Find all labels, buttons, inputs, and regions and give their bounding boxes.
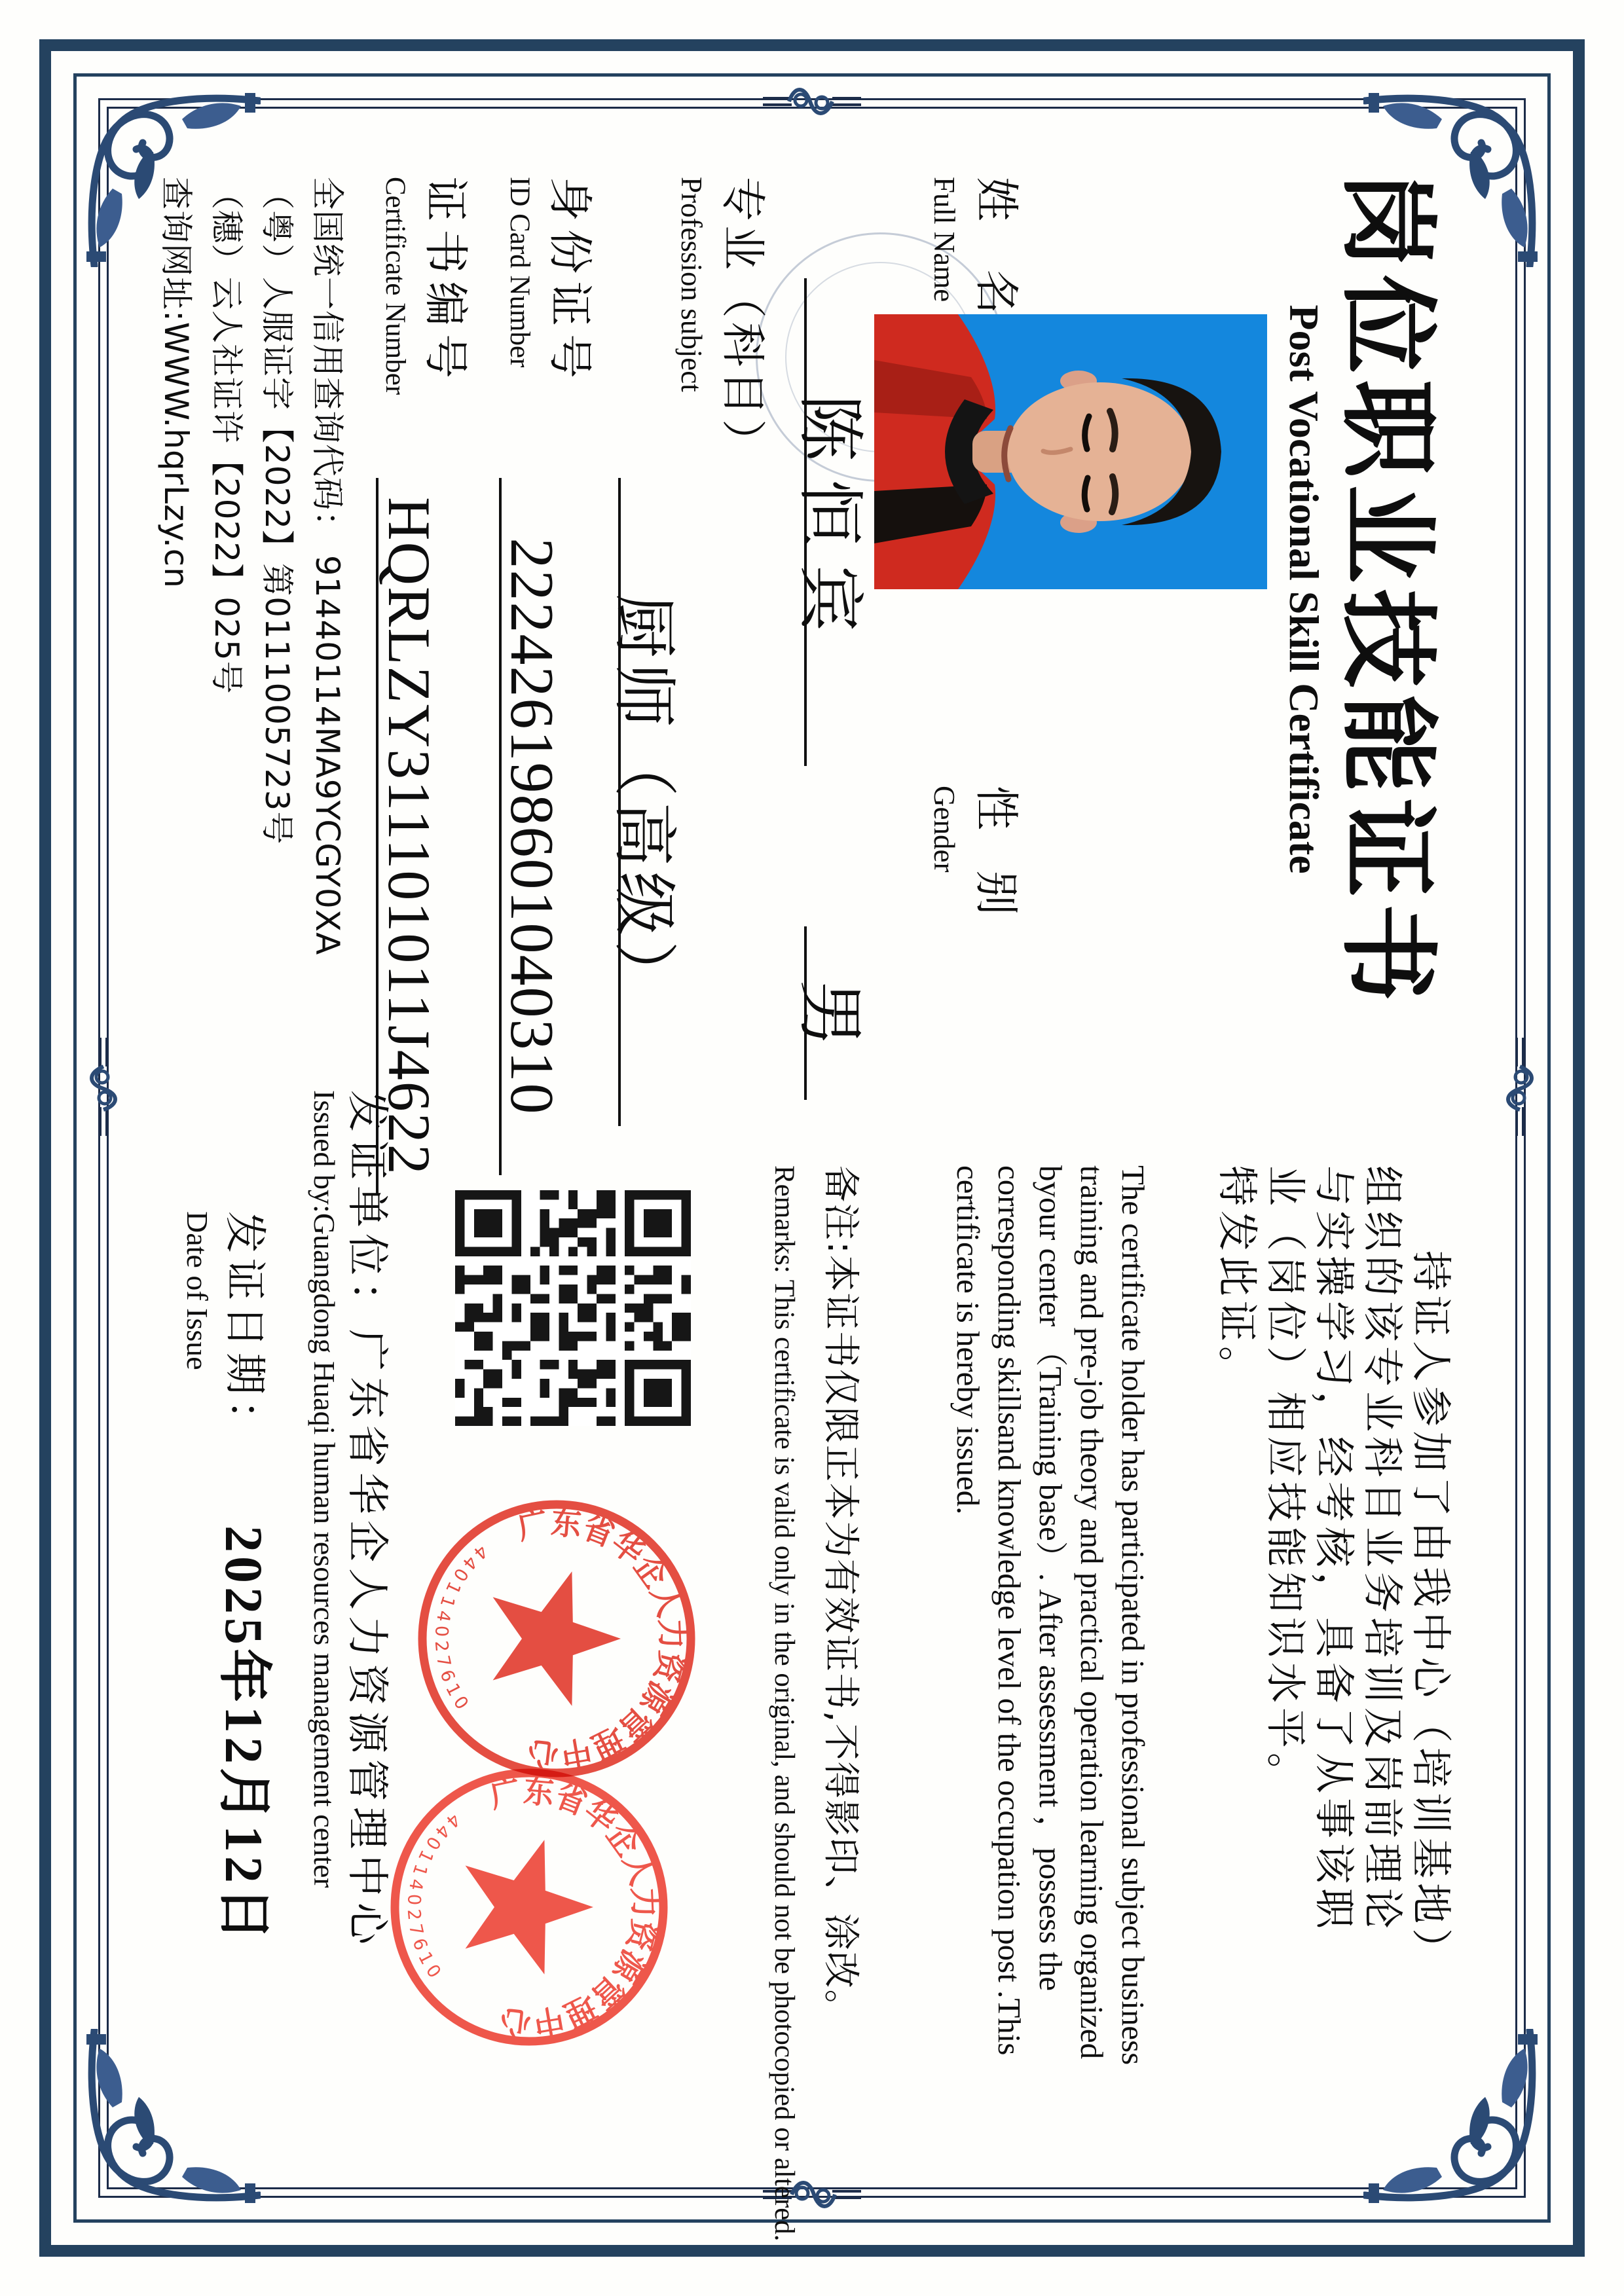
footnote-yue-license: （粤）人服证字【2022】第0111005723号 — [258, 177, 296, 845]
statement-line: 持证人参加了由我中心（培训基地） — [1407, 1250, 1455, 1974]
statement-en-line: byour center （Training base）. After assessment ，possess the — [1033, 1165, 1069, 1992]
remarks-line: 备注:本证书仅限正本为有效证书,不得影印、涂改。 — [819, 1165, 862, 2028]
corner-flourish-icon — [84, 2029, 261, 2206]
stamp-serial: 440114027610 — [430, 1540, 492, 1717]
profession-label-en: Profession subject — [675, 177, 708, 392]
edge-knot-icon — [763, 81, 861, 122]
name-label: 姓 名 — [970, 177, 1022, 331]
id-photo — [874, 314, 1267, 589]
date-label-en: Date of Issue — [181, 1211, 214, 1370]
certno-label-en: Certificate Number — [380, 177, 411, 395]
edge-knot-icon — [1499, 1038, 1541, 1136]
name-value: 陈恒宾 — [790, 394, 868, 650]
footnote-query-url: 查询网址:WWW.hqrLzy.cn — [157, 177, 195, 589]
corner-flourish-icon — [1363, 2029, 1540, 2206]
name-label-en: Full Name — [928, 177, 961, 302]
profession-label: 专业（科目） — [716, 177, 768, 468]
issuer-value: 广东省华企人力资源管理中心 — [342, 1329, 391, 1950]
id-value: 222426198601040310 — [498, 538, 566, 1116]
official-stamp — [409, 1491, 704, 1786]
id-label-en: ID Card Number — [504, 177, 535, 368]
stamp-ring-text: 广东省华企人力资源管理中心 — [487, 1771, 665, 2043]
statement-line: 与实操学习，经考核，具备了从事该职 — [1310, 1165, 1358, 1934]
statement-en-line: certificate is hereby issued. — [950, 1165, 986, 1515]
date-label: 发证日期： — [220, 1211, 268, 1447]
edge-knot-icon — [83, 1038, 124, 1136]
statement-line: 组织的该专业科目业务培训及岗前理论 — [1359, 1165, 1407, 1934]
certificate-title-en: Post Vocational Skill Certificate — [1281, 304, 1327, 874]
certno-label: 证书编号 — [419, 177, 471, 387]
gender-label-en: Gender — [928, 786, 961, 873]
date-value: 2025年12月12日 — [214, 1525, 274, 1944]
qr-code — [455, 1190, 691, 1426]
stamp-ring-text: 广东省华企人力资源管理中心 — [514, 1503, 692, 1775]
id-label: 身份证号 — [544, 177, 595, 387]
gender-value: 男 — [790, 979, 868, 1047]
stamp-serial: 440114027610 — [403, 1809, 464, 1986]
footnote-credit-code: 全国统一信用查询代码： 91440114MA9YCGY0XA — [308, 177, 346, 956]
statement-en-line: corresponding skillsand knowledge level of the occupation post .This — [991, 1165, 1027, 2056]
certno-value: HQRLZY311101011J4622 — [376, 497, 443, 1176]
statement-en-line: training and pre-job theory and practical operation learning organized — [1074, 1165, 1110, 2060]
statement-en-line: The certificate holder has participated in professional subject business — [1115, 1165, 1151, 2066]
official-stamp — [382, 1760, 676, 2054]
profession-value: 厨师（高级） — [606, 593, 681, 1010]
issuer-line-en: Issued by:Guangdong Huaqi human resources management center — [308, 1090, 341, 1888]
footnote-sui-license: （穗）云人社证许【2022】025号 — [208, 177, 246, 695]
gender-label: 性 别 — [970, 786, 1022, 928]
certificate-title: 岗位职业技能证书 — [1330, 170, 1444, 1008]
statement-line: 业（岗位）相应技能知识水平。 — [1262, 1165, 1310, 1798]
statement-line: 特发此证。 — [1213, 1165, 1261, 1392]
issuer-label: 发证单位： — [342, 1090, 391, 1329]
remarks-en-line: Remarks: This certificate is valid only in the original, and should not be photocopied or altered. — [769, 1165, 800, 2242]
